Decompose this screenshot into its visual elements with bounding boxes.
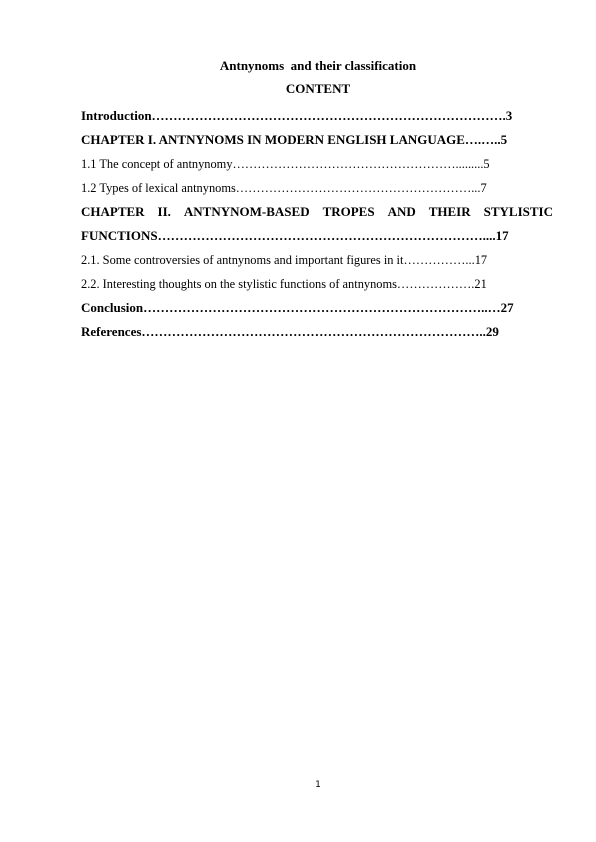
document-title: Antnynoms and their classification — [219, 58, 417, 73]
page-number: 1 — [315, 780, 321, 790]
toc-word: CHAPTER — [81, 204, 145, 219]
table-of-contents — [81, 104, 553, 340]
toc-chapter-1: CHAPTER I. ANTNYNOMS IN MODERN ENGLISH LANGUAGE….…..5 — [81, 132, 508, 147]
toc-word: AND — [387, 204, 416, 219]
toc-section-1-1: 1.1 The concept of antnynomy……………………………………………….........5 — [81, 157, 490, 171]
toc-word: THEIR — [428, 204, 471, 219]
content-heading: CONTENT — [285, 81, 351, 96]
toc-section-1-2: 1.2 Types of lexical antnynoms…………………………………………………...7 — [81, 181, 487, 195]
toc-section-2-2: 2.2. Interesting thoughts on the stylistic functions of antnynoms……………….21 — [81, 277, 487, 291]
toc-word: II. — [157, 204, 171, 219]
toc-section-2-1: 2.1. Some controversies of antnynoms and important figures in it……………...17 — [81, 253, 488, 267]
toc-introduction: Introduction……………………………………………………………………….3 — [81, 108, 513, 123]
toc-chapter-2-line-2: FUNCTIONS…………………………………………………………………....17 — [81, 228, 509, 243]
toc-word: ANTNYNOM-BASED — [183, 204, 310, 219]
toc-word: STYLISTIC — [483, 204, 553, 219]
toc-conclusion: Conclusion……………………………………………………………………..…27 — [81, 300, 514, 315]
toc-chapter-2-line-1 — [81, 204, 553, 220]
toc-word: TROPES — [322, 204, 375, 219]
toc-references: References……………………………………………………………………..29 — [81, 324, 499, 339]
